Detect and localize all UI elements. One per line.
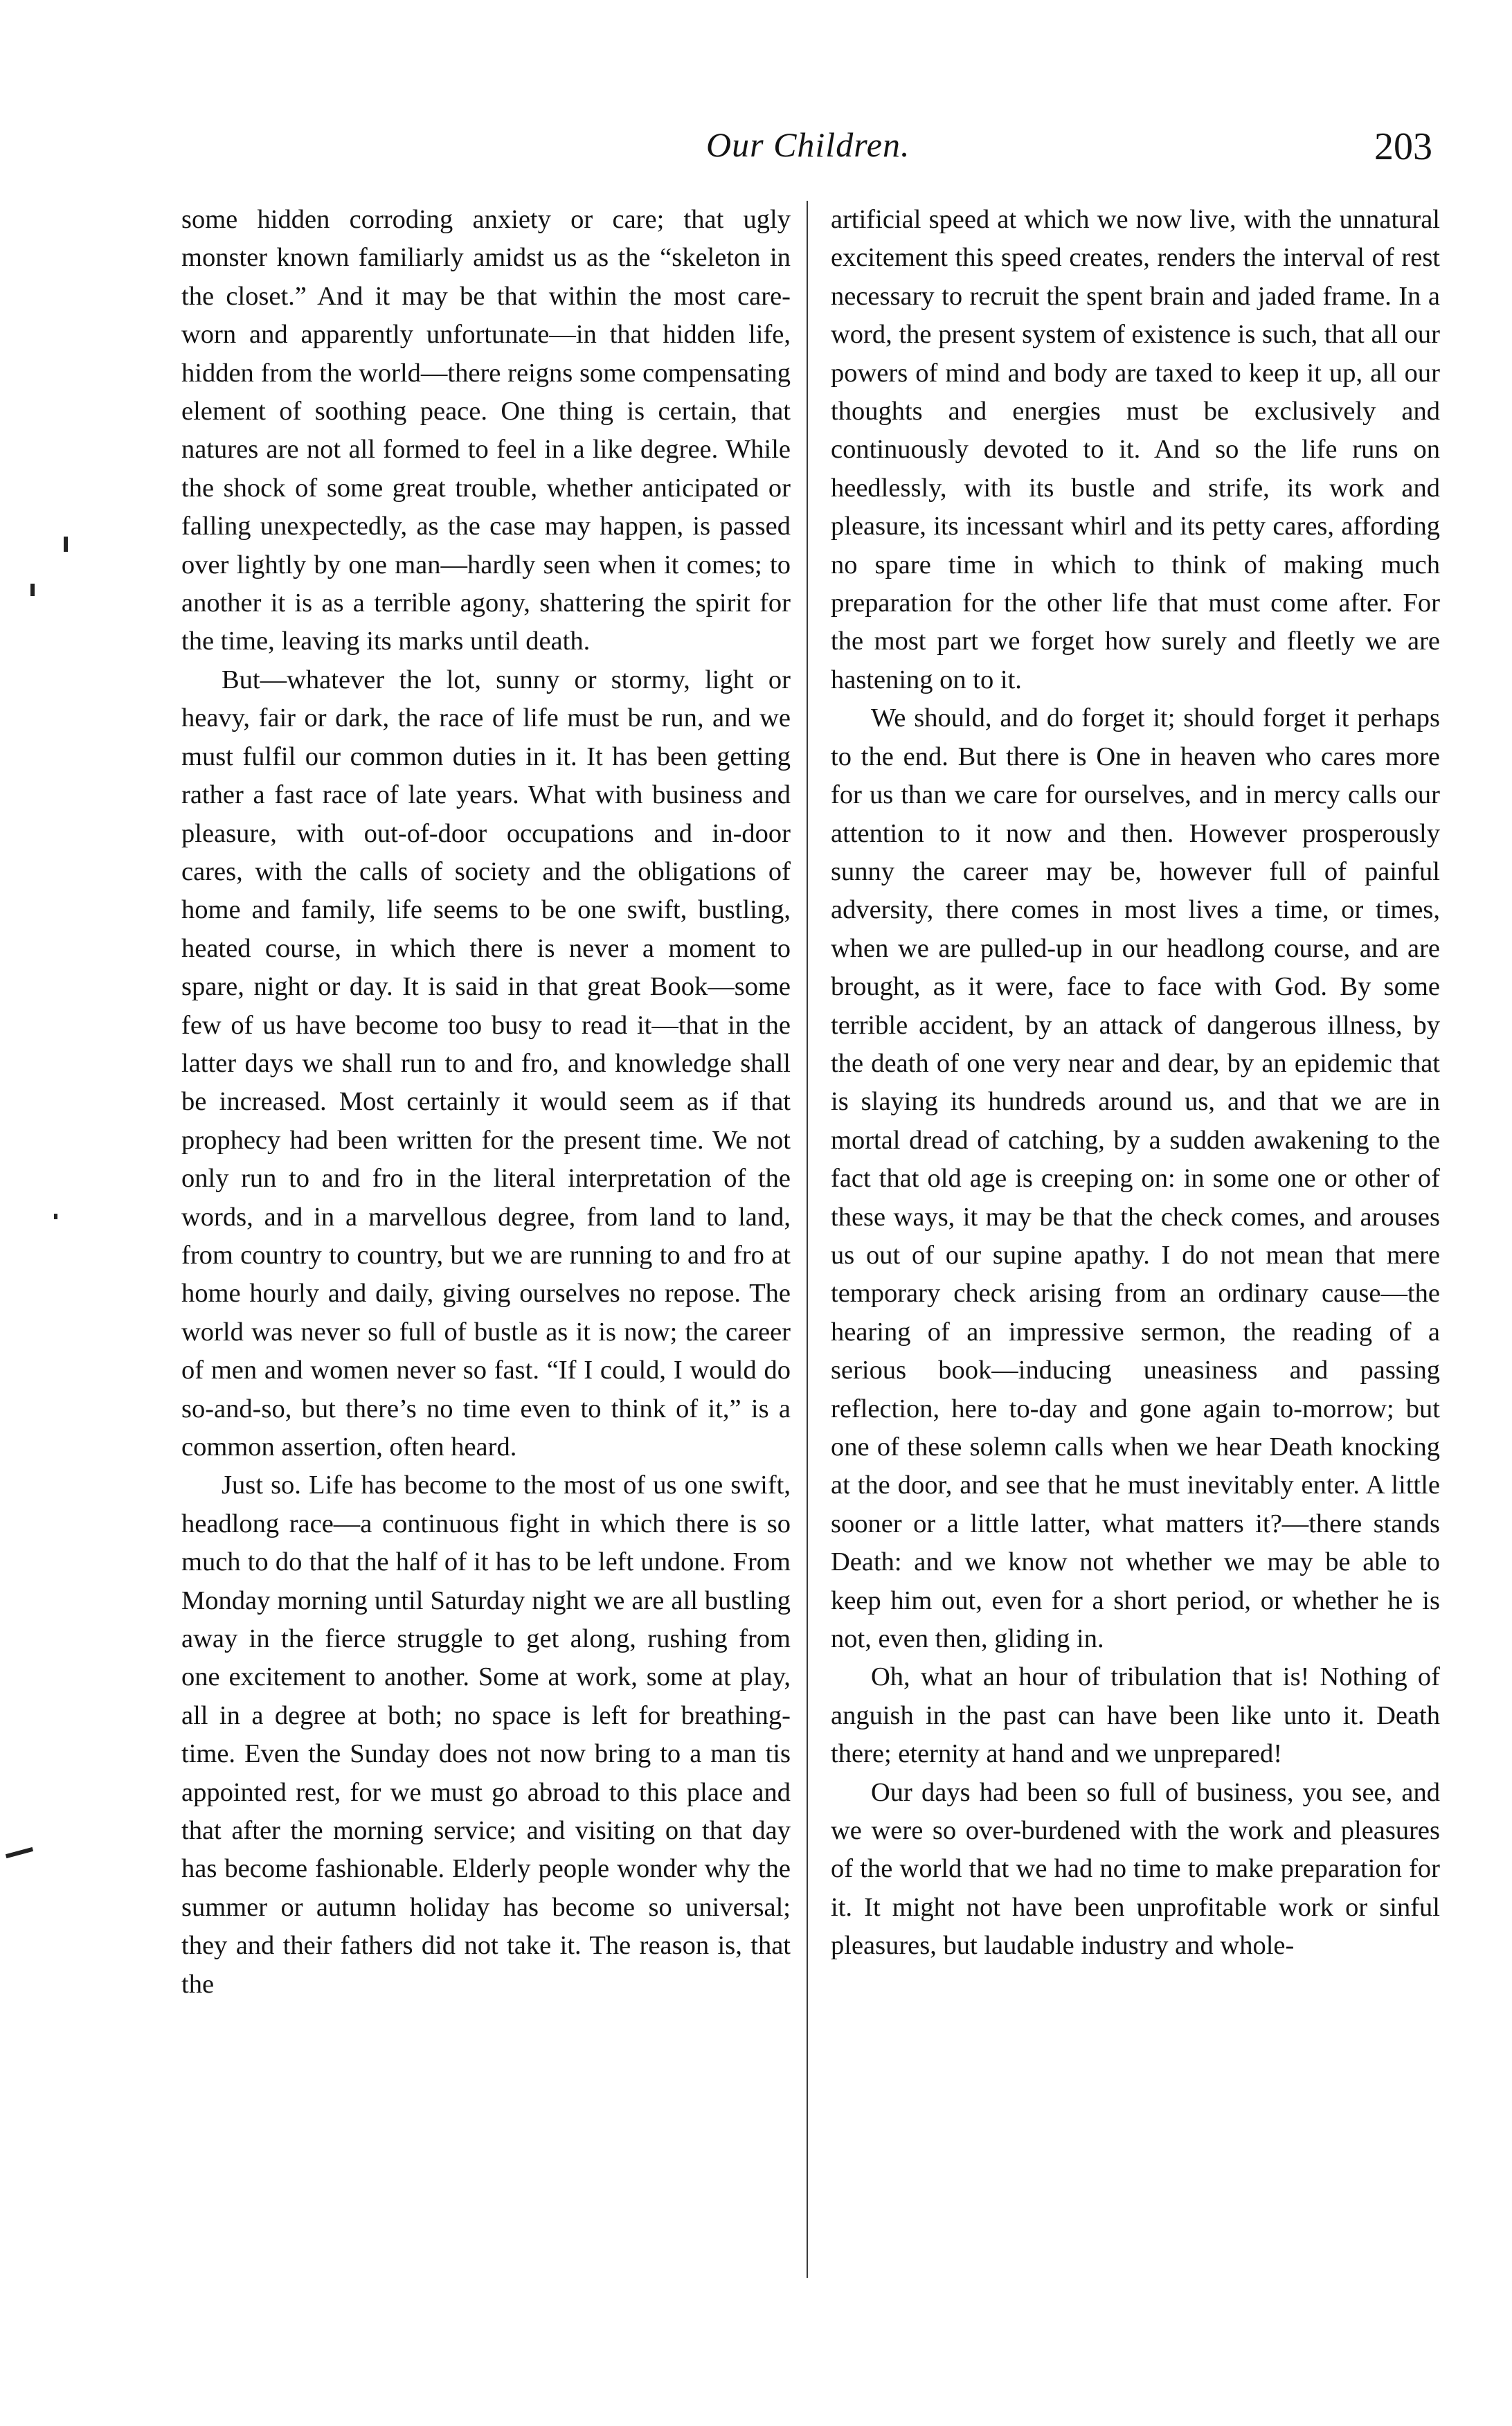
column-divider	[807, 201, 808, 2278]
left-paragraph-3: Just so. Life has become to the most of us one swift, headlong race—a continuous fight in which there is so much to do that the half of it has to be left undone. From Monday morning until Saturday night we are all bustling away in the fierce struggle to get along, rushing from one excitement to another. Some at work, some at play, all in a degree at both; no space is left for breathing-time. Even the Sunday does not now bring to a man tis appointed rest, for we must go abroad to this place and that after the morning service; and visiting on that day has become fashionable. Elderly people wonder why the summer or autumn holiday has become so universal; they and their fathers did not take it. The reason is, that the	[181, 1471, 791, 1999]
page-number: 203	[1374, 125, 1432, 168]
running-head: Our Children.	[706, 125, 910, 164]
right-paragraph-4: Our days had been so full of business, you see, and we were so over-burdened with the work and pleasures of the world that we had no time to make preparation for it. It might not have been unprofitable work or sinful pleasures, but laudable industry and whole-	[831, 1777, 1440, 1961]
left-paragraph-1: some hidden corroding anxiety or care; that ugly monster known familiarly amidst us as the “skeleton in the closet.” And it may be that within the most care-worn and apparently unfortunate—in that hidden life, hidden from the world—there reigns some compensating element of soothing peace. One thing is certain, that natures are not all formed to feel in a like degree. While the shock of some great trouble, whether anticipated or falling unexpectedly, as the case may happen, is passed over lightly by one man—hardly seen when it comes; to another it is as a terrible agony, shattering the spirit for the time, leaving its marks until death.	[181, 205, 791, 656]
margin-mark	[6, 1847, 33, 1858]
right-paragraph-1: artificial speed at which we now live, with the unnatural excitement this speed creates, renders the interval of rest necessary to recruit the spent brain and jaded frame. In a word, the present system of existence is such, that all our powers of mind and body are taxed to keep it up, all our thoughts and energies must be exclusively and continuously devoted to it. And so the life runs on heedlessly, with its bustle and strife, its work and pleasure, its incessant whirl and its petty cares, affording no spare time in which to think of making much preparation for the other life that must come after. For the most part we forget how surely and fleetly we are hastening on to it.	[831, 205, 1440, 694]
right-column	[831, 201, 1440, 1966]
margin-mark	[30, 584, 35, 596]
margin-mark	[54, 1214, 57, 1219]
left-paragraph-2: But—whatever the lot, sunny or stormy, light or heavy, fair or dark, the race of life must be run, and we must fulfil our common duties in it. It has been getting rather a fast race of late years. What with business and pleasure, with out-of-door occupations and in-door cares, with the calls of society and the obligations of home and family, life seems to be one swift, bustling, heated course, in which there is never a moment to spare, night or day. It is said in that great Book—some few of us have become too busy to read it—that in the latter days we shall run to and fro, and knowledge shall be increased. Most certainly it would seem as if that prophecy had been written for the present time. We not only run to and fro in the literal interpretation of the words, and in a marvellous degree, from land to land, from country to country, but we are running to and fro at home hourly and daily, giving ourselves no repose. The world was never so full of bustle as it is now; the career of men and women never so fast. “If I could, I would do so-and-so, but there’s no time even to think of it,” is a common assertion, often heard.	[181, 665, 791, 1462]
margin-mark	[64, 537, 68, 552]
right-paragraph-3: Oh, what an hour of tribulation that is! Nothing of anguish in the past can have been like unto it. Death there; eternity at hand and we unprepared!	[831, 1662, 1440, 1769]
left-column	[181, 201, 791, 2004]
right-paragraph-2: We should, and do forget it; should forget it perhaps to the end. But there is One in heaven who cares more for us than we care for ourselves, and in mercy calls our attention to it now and then. However prosperously sunny the career may be, however full of painful adversity, there comes in most lives a time, or times, when we are pulled-up in our headlong course, and are brought, as it were, face to face with God. By some terrible accident, by an attack of dangerous illness, by the death of one very near and dear, by an epidemic that is slaying its hundreds around us, and that we are in mortal dread of catching, by a sudden awakening to the fact that old age is creeping on: in some one or other of these ways, it may be that the check comes, and arouses us out of our supine apathy. I do not mean that mere temporary check arising from an ordinary cause—the hearing of an impressive sermon, the reading of a serious book—inducing uneasiness and passing reflection, here to-day and gone again to-morrow; but one of these solemn calls when we hear Death knocking at the door, and see that he must inevitably enter. A little sooner or a little latter, what matters it?—there stands Death: and we know not whether we may be able to keep him out, even for a short period, or whether he is not, even then, gliding in.	[831, 703, 1440, 1654]
